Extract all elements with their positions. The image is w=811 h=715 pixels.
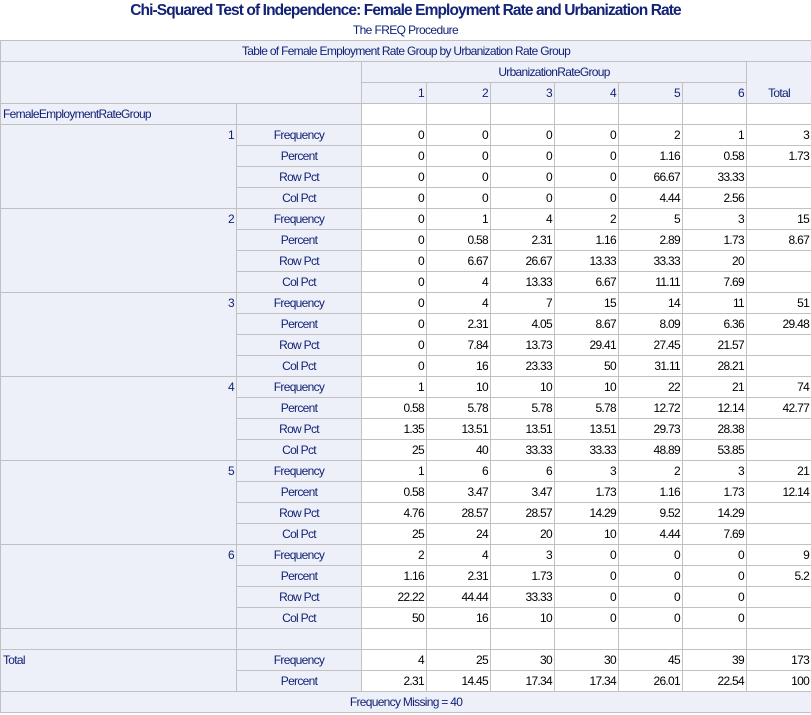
row-group-label: 2 [1,209,237,293]
cell-value: 28.21 [683,356,747,377]
cell-value: 0 [491,167,555,188]
row-total-value: 51 [747,293,811,314]
cell-value: 25 [427,650,491,671]
cell-value: 20 [683,251,747,272]
cell-value: 0.58 [362,482,427,503]
cell-value: 30 [491,650,555,671]
cell-value: 4 [491,209,555,230]
cell-value: 0 [362,314,427,335]
cell-value: 12.72 [619,398,683,419]
cell-value: 33.33 [683,167,747,188]
cell-value: 17.34 [555,671,619,692]
cell-value: 0 [683,608,747,629]
cell-value: 50 [555,356,619,377]
row-group-label: 3 [1,293,237,377]
total-row-label: Total [1,650,237,692]
cell-value: 14.29 [683,503,747,524]
column-header-3: 3 [491,83,555,104]
cell-value: 22.54 [683,671,747,692]
cell-value: 4 [427,272,491,293]
cell-value: 0.58 [362,398,427,419]
cell-value: 2.56 [683,188,747,209]
cell-value: 13.51 [555,419,619,440]
row-total-value: 15 [747,209,811,230]
empty-cell [362,104,427,125]
row-total-value [747,272,811,293]
table-row [1,377,811,398]
cell-value: 1.73 [555,482,619,503]
table-row [1,209,811,230]
cell-value: 0 [555,167,619,188]
column-header-1: 1 [362,83,427,104]
cell-value: 29.73 [619,419,683,440]
empty-cell [683,104,747,125]
stat-label-col-pct: Col Pct [237,272,362,293]
cell-value: 3 [491,545,555,566]
cell-value: 0 [362,335,427,356]
stat-label-frequency: Frequency [237,461,362,482]
cell-value: 0 [427,125,491,146]
cell-value: 3.47 [427,482,491,503]
cell-value: 7.84 [427,335,491,356]
cell-value: 8.67 [555,314,619,335]
cell-value: 1.16 [555,230,619,251]
cell-value: 2 [619,125,683,146]
stat-label-col-pct: Col Pct [237,524,362,545]
cell-value: 2.31 [362,671,427,692]
spacer-row [1,629,811,650]
cell-value: 25 [362,440,427,461]
cell-value: 27.45 [619,335,683,356]
stat-label-percent: Percent [237,230,362,251]
cell-value: 5.78 [491,398,555,419]
cell-value: 3 [555,461,619,482]
cell-value: 31.11 [619,356,683,377]
report-title: Chi-Squared Test of Independence: Female Employment Rate and Urbanization Rate [130,2,681,19]
cell-value: 0 [555,146,619,167]
empty-cell [491,629,555,650]
cell-value: 7.69 [683,524,747,545]
cell-value: 4 [427,545,491,566]
cell-value: 0 [362,230,427,251]
cell-value: 0 [491,188,555,209]
crosstab-table [0,40,811,713]
cell-value: 66.67 [619,167,683,188]
row-total-value: 8.67 [747,230,811,251]
row-total-value [747,587,811,608]
stat-label-row-pct: Row Pct [237,251,362,272]
cell-value: 2 [555,209,619,230]
column-header-2: 2 [427,83,491,104]
cell-value: 22 [619,377,683,398]
cell-value: 0 [427,188,491,209]
cell-value: 0 [491,146,555,167]
row-total-value: 12.14 [747,482,811,503]
corner-cell [1,62,362,104]
cell-value: 4.05 [491,314,555,335]
cell-value: 1.73 [683,230,747,251]
cell-value: 53.85 [683,440,747,461]
cell-value: 7 [491,293,555,314]
cell-value: 3 [683,461,747,482]
cell-value: 15 [555,293,619,314]
row-total-value: 1.73 [747,146,811,167]
cell-value: 11 [683,293,747,314]
cell-value: 6 [427,461,491,482]
cell-value: 50 [362,608,427,629]
cell-value: 2.31 [427,314,491,335]
cell-value: 0 [362,209,427,230]
cell-value: 3 [683,209,747,230]
stat-label-percent: Percent [237,671,362,692]
cell-value: 0 [619,608,683,629]
cell-value: 1 [362,461,427,482]
cell-value: 44.44 [427,587,491,608]
row-total-value [747,524,811,545]
stat-label-row-pct: Row Pct [237,503,362,524]
stat-label-frequency: Frequency [237,125,362,146]
cell-value: 12.14 [683,398,747,419]
cell-value: 6.67 [555,272,619,293]
cell-value: 16 [427,356,491,377]
cell-value: 33.33 [491,440,555,461]
cell-value: 0 [555,125,619,146]
stat-label-row-pct: Row Pct [237,587,362,608]
row-total-value [747,608,811,629]
row-var-spacer [237,104,362,125]
cell-value: 33.33 [555,440,619,461]
cell-value: 0 [362,251,427,272]
cell-value: 8.09 [619,314,683,335]
stat-label-row-pct: Row Pct [237,167,362,188]
row-total-value: 74 [747,377,811,398]
cell-value: 1 [362,377,427,398]
cell-value: 24 [427,524,491,545]
cell-value: 0 [619,566,683,587]
cell-value: 0 [555,566,619,587]
cell-value: 0 [362,125,427,146]
cell-value: 0 [555,545,619,566]
cell-value: 2.31 [427,566,491,587]
cell-value: 14 [619,293,683,314]
row-total-value: 100 [747,671,811,692]
missing-frequency-note: Frequency Missing = 40 [1,692,811,713]
empty-cell [747,104,811,125]
cell-value: 0 [619,587,683,608]
stat-label-percent: Percent [237,146,362,167]
cell-value: 6 [491,461,555,482]
row-group-label: 4 [1,377,237,461]
stat-label-percent: Percent [237,566,362,587]
empty-cell [683,629,747,650]
stat-label-col-pct: Col Pct [237,356,362,377]
spacer-cell [1,629,237,650]
row-total-value: 21 [747,461,811,482]
cell-value: 0 [362,272,427,293]
cell-value: 0 [427,167,491,188]
cell-value: 5.78 [555,398,619,419]
stat-label-frequency: Frequency [237,650,362,671]
row-total-value: 42.77 [747,398,811,419]
row-total-value: 173 [747,650,811,671]
cell-value: 0 [362,188,427,209]
stat-label-col-pct: Col Pct [237,608,362,629]
cell-value: 2.89 [619,230,683,251]
cell-value: 13.73 [491,335,555,356]
cell-value: 3.47 [491,482,555,503]
cell-value: 30 [555,650,619,671]
cell-value: 25 [362,524,427,545]
row-group-label: 6 [1,545,237,629]
cell-value: 14.45 [427,671,491,692]
cell-value: 28.38 [683,419,747,440]
cell-value: 11.11 [619,272,683,293]
cell-value: 2 [619,461,683,482]
cell-value: 4.44 [619,524,683,545]
column-header-6: 6 [683,83,747,104]
empty-cell [427,629,491,650]
empty-cell [555,629,619,650]
stat-label-frequency: Frequency [237,293,362,314]
cell-value: 0 [555,587,619,608]
cell-value: 6.67 [427,251,491,272]
cell-value: 10 [491,377,555,398]
row-total-value [747,167,811,188]
cell-value: 16 [427,608,491,629]
empty-cell [491,104,555,125]
cell-value: 0 [491,125,555,146]
cell-value: 1.16 [362,566,427,587]
cell-value: 0 [362,146,427,167]
row-total-value [747,503,811,524]
cell-value: 10 [555,524,619,545]
row-total-value: 29.48 [747,314,811,335]
cell-value: 0 [683,566,747,587]
cell-value: 39 [683,650,747,671]
table-caption: Table of Female Employment Rate Group by Urbanization Rate Group [1,41,811,62]
cell-value: 48.89 [619,440,683,461]
row-group-label: 5 [1,461,237,545]
cell-value: 17.34 [491,671,555,692]
cell-value: 10 [427,377,491,398]
column-header-5: 5 [619,83,683,104]
cell-value: 0 [555,188,619,209]
row-total-value: 9 [747,545,811,566]
stat-label-row-pct: Row Pct [237,419,362,440]
cell-value: 45 [619,650,683,671]
row-total-value [747,419,811,440]
column-var-header: UrbanizationRateGroup [362,62,747,83]
stat-label-frequency: Frequency [237,209,362,230]
cell-value: 2 [362,545,427,566]
cell-value: 0 [683,545,747,566]
cell-value: 2.31 [491,230,555,251]
cell-value: 0 [362,356,427,377]
table-row [1,125,811,146]
stat-label-percent: Percent [237,398,362,419]
cell-value: 1.73 [683,482,747,503]
cell-value: 22.22 [362,587,427,608]
cell-value: 0 [362,293,427,314]
cell-value: 4.44 [619,188,683,209]
row-total-value: 3 [747,125,811,146]
cell-value: 1.35 [362,419,427,440]
row-total-value [747,335,811,356]
cell-value: 5 [619,209,683,230]
cell-value: 26.01 [619,671,683,692]
cell-value: 9.52 [619,503,683,524]
cell-value: 13.51 [491,419,555,440]
cell-value: 40 [427,440,491,461]
row-total-value [747,356,811,377]
cell-value: 21 [683,377,747,398]
empty-cell [619,629,683,650]
table-row [1,650,811,671]
cell-value: 23.33 [491,356,555,377]
row-total-value [747,440,811,461]
cell-value: 33.33 [491,587,555,608]
cell-value: 5.78 [427,398,491,419]
stat-label-frequency: Frequency [237,377,362,398]
cell-value: 0 [683,587,747,608]
cell-value: 1.73 [491,566,555,587]
cell-value: 0 [362,167,427,188]
cell-value: 14.29 [555,503,619,524]
row-group-label: 1 [1,125,237,209]
cell-value: 0 [619,545,683,566]
cell-value: 33.33 [619,251,683,272]
empty-cell [619,104,683,125]
cell-value: 13.33 [555,251,619,272]
table-row [1,545,811,566]
row-total-value: 5.2 [747,566,811,587]
cell-value: 1 [427,209,491,230]
cell-value: 4 [362,650,427,671]
total-column-header: Total [747,62,811,104]
cell-value: 0 [555,608,619,629]
cell-value: 0.58 [683,146,747,167]
cell-value: 1 [683,125,747,146]
cell-value: 21.57 [683,335,747,356]
cell-value: 20 [491,524,555,545]
stat-label-col-pct: Col Pct [237,188,362,209]
stat-label-col-pct: Col Pct [237,440,362,461]
cell-value: 1.16 [619,146,683,167]
cell-value: 13.51 [427,419,491,440]
cell-value: 26.67 [491,251,555,272]
empty-cell [362,629,427,650]
cell-value: 6.36 [683,314,747,335]
cell-value: 28.57 [491,503,555,524]
cell-value: 0.58 [427,230,491,251]
stat-label-frequency: Frequency [237,545,362,566]
table-row [1,293,811,314]
cell-value: 13.33 [491,272,555,293]
empty-cell [555,104,619,125]
stat-label-percent: Percent [237,314,362,335]
cell-value: 0 [427,146,491,167]
cell-value: 10 [491,608,555,629]
cell-value: 10 [555,377,619,398]
empty-cell [747,629,811,650]
stat-label-row-pct: Row Pct [237,335,362,356]
spacer-cell [237,629,362,650]
row-total-value [747,188,811,209]
table-row [1,461,811,482]
stat-label-percent: Percent [237,482,362,503]
cell-value: 7.69 [683,272,747,293]
empty-cell [427,104,491,125]
cell-value: 4.76 [362,503,427,524]
procedure-name: The FREQ Procedure [352,23,459,37]
cell-value: 29.41 [555,335,619,356]
cell-value: 28.57 [427,503,491,524]
cell-value: 4 [427,293,491,314]
column-header-4: 4 [555,83,619,104]
row-var-header: FemaleEmploymentRateGroup [1,104,237,125]
cell-value: 1.16 [619,482,683,503]
row-total-value [747,251,811,272]
